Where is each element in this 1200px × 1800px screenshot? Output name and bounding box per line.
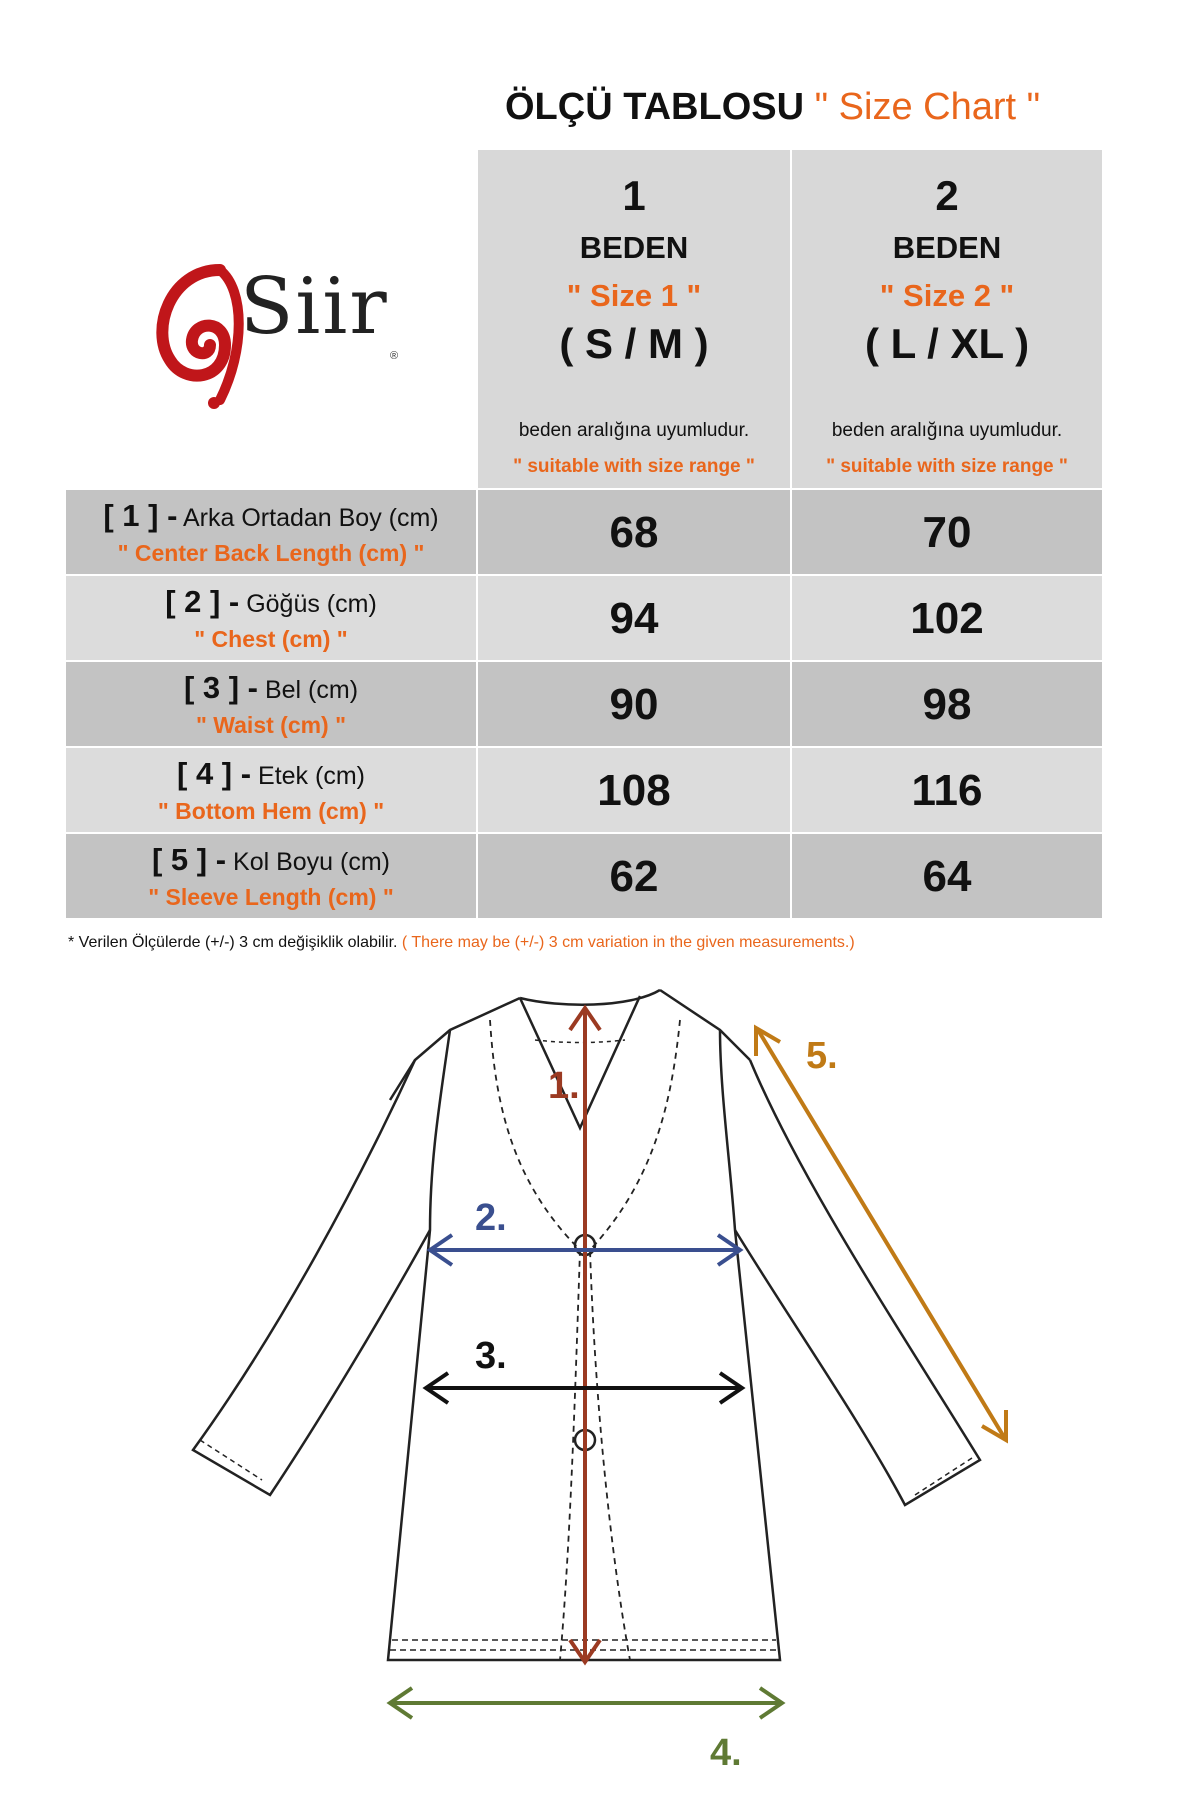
value-cell (478, 834, 790, 918)
value-cell (792, 576, 1102, 660)
measure-name-tr: Etek (cm) (258, 762, 365, 790)
value-cell (792, 748, 1102, 832)
size-number: 1 (622, 172, 646, 219)
size-label-en: " Size 2 " (879, 278, 1015, 313)
value-cell (792, 490, 1102, 574)
measure-label-row-1 (66, 490, 476, 574)
measure-value: 64 (922, 852, 972, 901)
size-note-en: " suitable with size range " (826, 456, 1068, 477)
measure-index: [ 3 ] - (183, 670, 259, 705)
measure-label-row-5 (66, 834, 476, 918)
size-beden: BEDEN (579, 230, 689, 265)
measure-label-row-2 (66, 576, 476, 660)
title-en: " Size Chart " (814, 86, 1041, 128)
value-cell (478, 576, 790, 660)
brand-logo (150, 260, 410, 410)
logo-text: Siir (240, 262, 389, 352)
measure-value: 108 (597, 766, 671, 815)
measure-arrow-5 (756, 1028, 1006, 1440)
measure-value: 102 (910, 594, 984, 643)
registered-mark: ® (390, 350, 399, 362)
measure-index: [ 1 ] - (103, 498, 178, 533)
measure-label-4: 4. (710, 1732, 742, 1774)
measure-name-en: " Sleeve Length (cm) " (148, 884, 394, 910)
measure-label-5: 5. (806, 1035, 838, 1077)
value-cell (792, 662, 1102, 746)
measure-label-3: 3. (475, 1335, 507, 1377)
measure-name-tr: Arka Ortadan Boy (cm) (183, 504, 439, 532)
measure-name-tr: Kol Boyu (cm) (233, 848, 390, 876)
measure-name-tr: Bel (cm) (264, 676, 359, 704)
measure-label-2: 2. (475, 1197, 507, 1239)
measure-arrow-4 (390, 1688, 782, 1774)
size-note-tr: beden aralığına uyumludur. (831, 420, 1063, 441)
note-en: ( There may be (+/-) 3 cm variation in the given measurements.) (401, 934, 855, 951)
measure-value: 116 (911, 766, 983, 815)
page-title (505, 86, 1105, 136)
size-note-tr: beden aralığına uyumludur. (518, 420, 750, 441)
measure-value: 94 (609, 594, 659, 643)
variation-note (68, 934, 855, 952)
measure-value: 70 (922, 508, 972, 557)
size-note-en: " suitable with size range " (513, 456, 755, 477)
measure-name-en: " Chest (cm) " (194, 626, 348, 652)
measure-index: [ 4 ] - (177, 756, 252, 791)
measure-value: 62 (609, 852, 659, 901)
size-header-2 (792, 150, 1102, 488)
measure-name-en: " Bottom Hem (cm) " (157, 798, 385, 824)
size-range: ( L / XL ) (864, 320, 1030, 367)
garment-diagram (0, 960, 1200, 1800)
measure-name-en: " Center Back Length (cm) " (117, 540, 425, 566)
size-number: 2 (935, 172, 959, 219)
measure-name-en: " Waist (cm) " (195, 712, 347, 738)
measure-name-tr: Göğüs (cm) (246, 590, 377, 618)
measure-label-row-4 (66, 748, 476, 832)
value-cell (478, 490, 790, 574)
value-cell (792, 834, 1102, 918)
measure-index: [ 2 ] - (165, 584, 240, 619)
size-beden: BEDEN (892, 230, 1002, 265)
measure-arrow-1 (548, 1008, 600, 1662)
measure-value: 90 (609, 680, 659, 729)
size-range: ( S / M ) (559, 320, 709, 367)
note-tr: * Verilen Ölçülerde (+/-) 3 cm değişiklik olabilir. (68, 934, 398, 951)
measure-label-1: 1. (548, 1065, 580, 1107)
measure-value: 98 (922, 680, 972, 729)
measure-value: 68 (609, 508, 659, 557)
value-cell (478, 662, 790, 746)
value-cell (478, 748, 790, 832)
size-label-en: " Size 1 " (566, 278, 702, 313)
measure-label-row-3 (66, 662, 476, 746)
title-tr: ÖLÇÜ TABLOSU (505, 86, 805, 128)
size-header-1 (478, 150, 790, 488)
measure-index: [ 5 ] - (152, 842, 227, 877)
